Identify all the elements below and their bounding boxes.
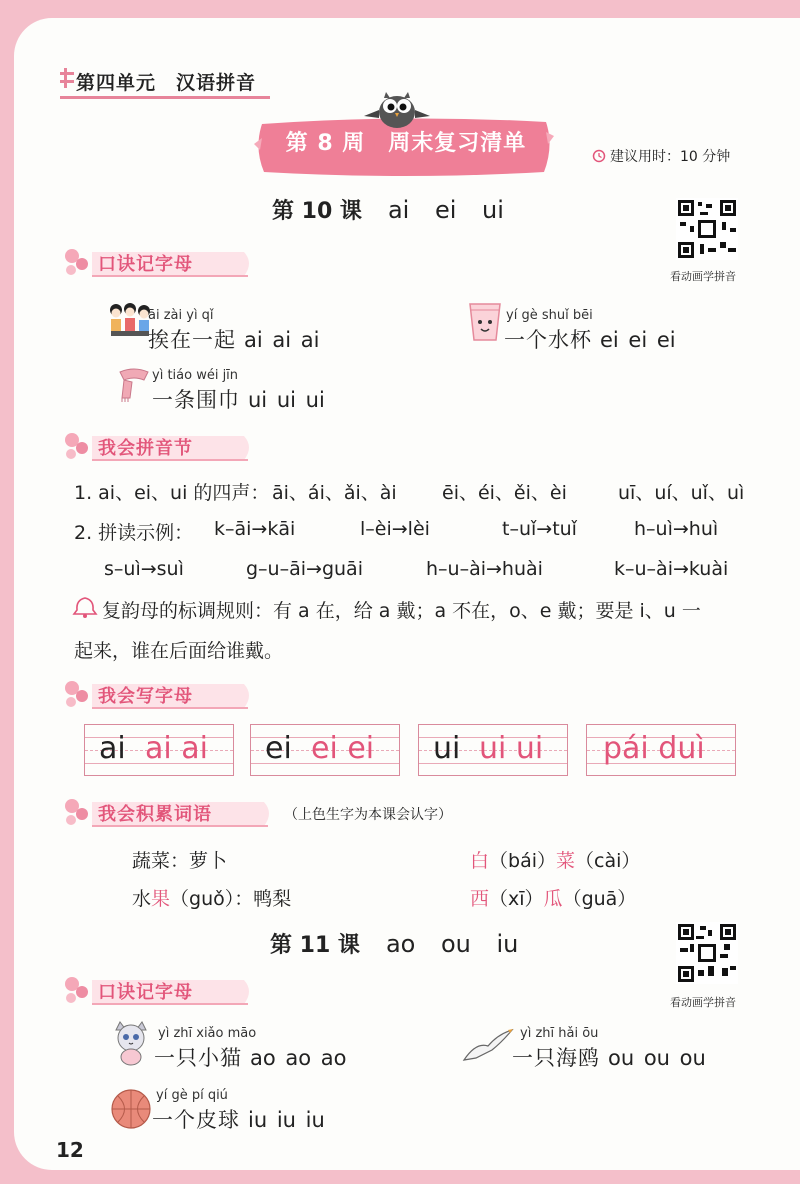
writing-grid[interactable] <box>586 724 736 776</box>
rhyme-text: 一只海鸥 <box>512 1046 600 1070</box>
vocab-char-highlight: 瓜 <box>543 888 563 910</box>
rhyme-pinyin: yì zhī hǎi ōu <box>520 1026 599 1041</box>
vocab-word-xigua <box>470 884 636 911</box>
tones-ui: uī、uí、uǐ、uì <box>618 482 745 504</box>
writing-model: ui <box>433 731 461 766</box>
tones-ai: āi、ái、ǎi、ài <box>272 482 397 504</box>
section-writing-label: 我会写字母 <box>98 686 193 707</box>
example-item: k–u–ài→kuài <box>614 558 729 580</box>
owl-mascot-icon <box>362 82 432 128</box>
example-item: h–uì→huì <box>634 518 719 540</box>
rhyme-letters: iu iu iu <box>248 1108 325 1132</box>
vocab-char: 水 <box>132 888 152 910</box>
vocab-word: 蔬菜：萝卜 <box>132 850 228 872</box>
writing-trace: pái duì <box>603 731 705 766</box>
ball-icon <box>110 1088 152 1130</box>
rhyme-pinyin: yí gè pí qiú <box>156 1088 228 1103</box>
rhyme-letters: ei ei ei <box>600 328 676 352</box>
section-vocabulary <box>62 796 282 830</box>
writing-model: ai <box>99 731 126 766</box>
lesson10-phonics: ai ei ui <box>387 196 504 224</box>
rhyme-text: 一个水杯 <box>504 328 592 352</box>
section-vocabulary-label: 我会积累词语 <box>98 804 212 825</box>
tones-ei: ēi、éi、ěi、èi <box>442 482 567 504</box>
rhyme-text: 一个皮球 <box>152 1108 240 1132</box>
section-syllables <box>62 430 262 464</box>
rhyme-line <box>148 324 319 354</box>
vocab-char-highlight: 西 <box>470 888 490 910</box>
lesson11-phonics: ao ou iu <box>385 930 519 958</box>
writing-trace: ui ui <box>479 731 544 766</box>
rhyme-line <box>504 324 676 354</box>
vocab-char-highlight: 菜 <box>556 850 576 872</box>
section-mnemonic-2 <box>62 974 262 1008</box>
lesson10-qr-caption: 看动画学拼音 <box>670 270 736 283</box>
section-syllables-label: 我会拼音节 <box>98 438 193 459</box>
vocab-pinyin: （xī） <box>489 888 544 910</box>
qr-code-icon <box>676 198 738 260</box>
rhyme-pinyin: yì tiáo wéi jīn <box>152 368 239 383</box>
writing-grid[interactable] <box>418 724 568 776</box>
water-cup-icon <box>466 300 504 342</box>
page-number: 12 <box>56 1138 84 1162</box>
lesson11-heading <box>270 928 518 959</box>
tones-label: 1. ai、ei、ui 的四声： <box>74 482 270 504</box>
rhyme-line <box>154 1042 347 1072</box>
seagull-icon <box>462 1024 514 1064</box>
lesson11-qr-code[interactable] <box>676 922 738 984</box>
vocab-pinyin: （bái） <box>489 850 556 872</box>
lesson11-title: 第 11 课 <box>270 933 360 958</box>
tone-rule-line1: 复韵母的标调规则：有 a 在，给 a 戴；a 不在，o、e 戴；要是 i、u 一 <box>102 600 701 622</box>
kitten-icon <box>108 1020 154 1066</box>
example-item: t–uǐ→tuǐ <box>502 518 577 540</box>
vocab-pinyin: （guǒ）：鸭梨 <box>170 888 292 910</box>
writing-trace: ai ai <box>145 731 208 766</box>
example-item: s–uì→suì <box>104 558 184 580</box>
lesson10-title: 第 10 课 <box>272 199 362 224</box>
examples-label: 2. 拼读示例： <box>74 522 194 544</box>
tone-rule-line2: 起来，谁在后面给谁戴。 <box>74 640 284 662</box>
rhyme-line <box>152 384 325 414</box>
time-hint: 建议用时：10 分钟 <box>610 149 731 165</box>
vocabulary-note: （上色生字为本课会认字） <box>284 807 452 823</box>
vocab-word-baicai <box>470 846 640 873</box>
rhyme-text: 一条围巾 <box>152 388 240 412</box>
vocab-word-shuiguo <box>132 884 291 911</box>
section-mnemonic-label: 口诀记字母 <box>98 254 193 275</box>
scarf-icon <box>114 364 154 404</box>
clock-icon <box>592 149 606 163</box>
rhyme-letters: ui ui ui <box>248 388 325 412</box>
rhyme-pinyin: yí gè shuǐ bēi <box>506 308 593 323</box>
example-item: h–u–ài→huài <box>426 558 543 580</box>
rhyme-line <box>152 1104 325 1134</box>
vocab-char-highlight: 白 <box>470 850 490 872</box>
rhyme-line <box>512 1042 706 1072</box>
example-item: g–u–āi→guāi <box>246 558 363 580</box>
writing-grid[interactable] <box>250 724 400 776</box>
lesson10-qr-code[interactable] <box>676 198 738 260</box>
writing-grid[interactable] <box>84 724 234 776</box>
unit-marker-icon <box>60 68 74 88</box>
rhyme-letters: ai ai ai <box>244 328 320 352</box>
lesson11-qr-caption: 看动画学拼音 <box>670 996 736 1009</box>
vocab-char-highlight: 果 <box>151 888 171 910</box>
section-writing <box>62 678 262 712</box>
section-mnemonic-2-label: 口诀记字母 <box>98 982 193 1003</box>
rhyme-pinyin: āi zài yì qǐ <box>148 308 214 323</box>
section-mnemonic <box>62 246 262 280</box>
rhyme-letters: ao ao ao <box>250 1046 347 1070</box>
rhyme-text: 挨在一起 <box>148 328 236 352</box>
bell-icon <box>72 596 98 618</box>
vocab-pinyin: （cài） <box>575 850 641 872</box>
unit-title: 第四单元 汉语拼音 <box>76 72 257 94</box>
rhyme-text: 一只小猫 <box>154 1046 242 1070</box>
page <box>14 18 800 1170</box>
writing-model: ei <box>265 731 292 766</box>
lesson10-heading <box>272 194 504 225</box>
example-item: k–āi→kāi <box>214 518 296 540</box>
header-underline <box>60 96 270 99</box>
qr-code-icon <box>676 922 738 984</box>
rhyme-pinyin: yì zhī xiǎo māo <box>158 1026 257 1041</box>
rhyme-letters: ou ou ou <box>608 1046 706 1070</box>
example-item: l–èi→lèi <box>360 518 430 540</box>
writing-trace: ei ei <box>311 731 375 766</box>
vocab-pinyin: （guā） <box>562 888 637 910</box>
banner-title: 第 8 周 周末复习清单 <box>285 131 527 156</box>
